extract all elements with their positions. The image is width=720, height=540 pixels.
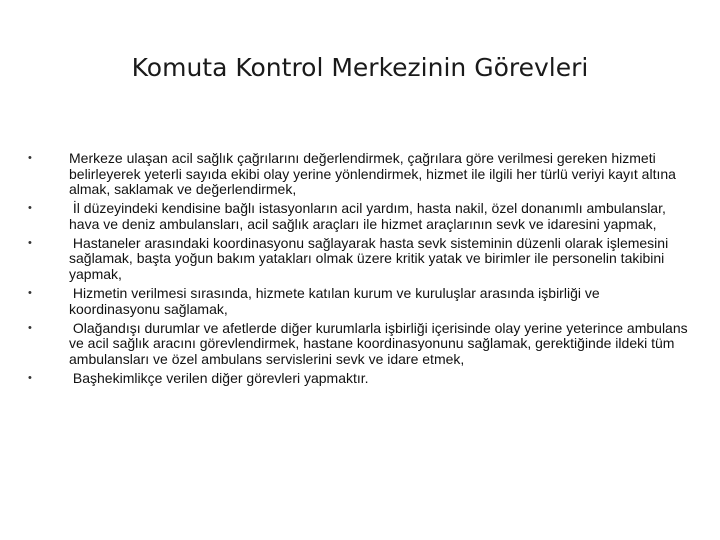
bullet-list: [28, 150, 692, 386]
bullet-text: Hizmetin verilmesi sırasında, hizmete katılan kurum ve kuruluşlar arasında işbirliği ve koordinasyonu sağlamak,: [69, 284, 604, 317]
bullet-icon: •: [28, 321, 32, 334]
bullet-item: [28, 201, 688, 232]
bullet-text: Başhekimlikçe verilen diğer görevleri yapmaktır.: [69, 369, 369, 386]
bullet-icon: •: [28, 202, 32, 215]
bullet-icon: •: [28, 236, 32, 249]
bullet-item: [28, 319, 692, 368]
bullet-icon: •: [28, 152, 32, 164]
slide-title: Komuta Kontrol Merkezinin Görevleri: [131, 53, 589, 82]
bullet-text: Olağandışı durumlar ve afetlerde diğer kurumlarla işbirliği içerisinde olay yerine yeterince ambulans ve acil sağlık aracını görevlendirmek, hastane koordinasyonunu sağlamak, gerektiğinde ildeki tüm ambulansları ve özel ambulans servislerini sevk ve idare etmek,: [69, 319, 692, 367]
bullet-text: Merkeze ulaşan acil sağlık çağrılarını değerlendirmek, çağrılara göre verilmesi gereken hizmeti belirleyerek yeterli sayıda ekibi olay yerine yönlendirmek, hizmet ile ilgili her türlü veriyi kayıt altına almak, saklamak ve değerlendirmek,: [69, 150, 676, 198]
bullet-icon: •: [28, 371, 32, 384]
bullet-item: [28, 286, 688, 317]
bullet-text: Hastaneler arasındaki koordinasyonu sağlayarak hasta sevk sisteminin düzenli olarak işlemesini sağlamak, başta yoğun bakım yatakları olmak üzere kritik yatak ve birimler ile personelin takibini yapmak,: [69, 234, 673, 282]
bullet-icon: •: [28, 286, 32, 299]
bullet-item: [28, 371, 688, 387]
bullet-text: İl düzeyindeki kendisine bağlı istasyonların acil yardım, hasta nakil, özel donanımlı ambulanslar, hava ve deniz ambulansları, acil sağlık araçları ile hizmet araçlarının sevk ve idaresini yapmak,: [69, 200, 670, 232]
bullet-item: [28, 151, 688, 198]
bullet-item: [28, 236, 688, 283]
